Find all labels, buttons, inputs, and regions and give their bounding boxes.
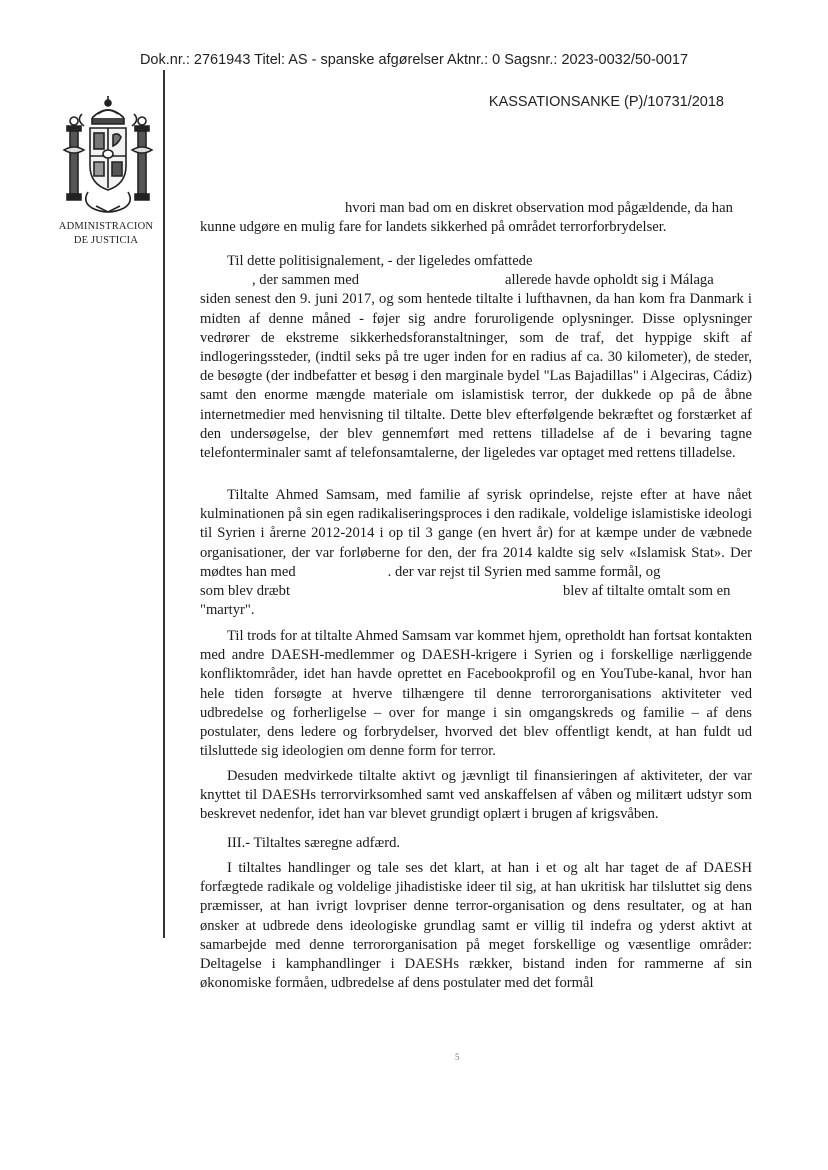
margin-divider [163, 70, 165, 938]
paragraph-1-line-2: kunne udgøre en mulig fare for landets sikkerhed på området terrorforbrydelser. [200, 219, 667, 236]
paragraph-1 [200, 199, 752, 237]
paragraph-3-seg-d: "martyr". [200, 602, 255, 619]
paragraph-2-seg-b: allerede havde opholdt sig i Málaga [505, 272, 714, 289]
administration-label [54, 220, 158, 248]
paragraph-2-line-1: Til dette politisignalement, - der ligeledes omfattede [227, 253, 533, 269]
paragraph-5: Desuden medvirkede tiltalte aktivt og jævnligt til finansieringen af aktiviteter, der var knyttet til DAESHs terrorvirksomhed samt ved anskaffelsen af våben og militært udstyr som beskrevet nedenfor, idet han var blevet grundigt oplært i brugen af krigsvåben. [200, 768, 752, 823]
paragraph-4: Til trods for at tiltalte Ahmed Samsam var kommet hjem, opretholdt han fortsat kontakten med andre DAESH-medlemmer og DAESH-krigere i Syrien og i forskellige nærliggende konfliktområder, idet han havde oprettet en Facebookprofil og en YouTube-kanal, hvor han hele tiden forsøgte at hverve tilhængere til denne terrororganisations aktiviteter ved udbredelse og forherligelse – over for mange i sin omgangskreds og familie – af dens postulater, dens ledere og forbrydelser, hvorved det blev offentligt kendt, at han fuldt ud tilsluttede sig ideologien om denne form for terror. [200, 628, 752, 760]
document-header: Dok.nr.: 2761943 Titel: AS - spanske afgørelser Aktnr.: 0 Sagsnr.: 2023-0032/50-0017 [139, 52, 689, 68]
paragraph-3-seg-a: . der var rejst til Syrien med samme formål, og [387, 563, 661, 580]
spanish-coat-of-arms-icon [62, 92, 154, 220]
admin-label-line2: DE JUSTICIA [73, 235, 139, 246]
paragraph-1-line-1: hvori man bad om en diskret observation mod pågældende, da han [345, 200, 733, 216]
paragraph-3-seg-c: blev af tiltalte omtalt som en [563, 583, 731, 600]
paragraph-6: I tiltaltes handlinger og tale ses det klart, at han i et og alt har taget de af DAESH forfægtede radikale og voldelige jihadistiske ideer til sig, at han ukritisk har tilsluttet sig dens præmisser, at han ivrigt lovpriser denne terror-organisation og dens resultater, og at han ønsker at udbrede dens ideologiske grundlag samt er villig til indefra og yderst aktivt at samarbejde med denne terrororganisation på meget forskellige og væsentlige områder: Deltagelse i kamphandlinger i DAESHs rækker, bistand inden for rammerne af sin økonomiske formåen, udbredelse af dens postulater med det formål [200, 860, 752, 992]
paragraph-2 [200, 252, 752, 463]
admin-label-line1: ADMINISTRACION [58, 221, 154, 232]
page-mark: 5 [455, 1052, 460, 1062]
paragraph-2-rest: siden senest den 9. juni 2017, og som hentede tiltalte i lufthavnen, da han kom fra Danmark i midten af denne måned - føjer sig andre foruroligende oplysninger. Disse oplysninger vedrører de ekstreme sikkerhedsforanstaltninger, som de traf, det hyppige skift af indlogeringssteder, (indtil seks på tre uger inden for en radius af ca. 30 kilometer), de steder, de besøgte (der indbefatter et besøg i den marginale bydel "Las Bajadillas" i Algeciras, Cádiz) samt den enorme mængde materiale om islamistisk terror, der dukkede op på de åbne internetmedier med henvisning til tiltalte. Dette blev efterfølgende bekræftet og forstærket af den undersøgelse, der blev gennemført med rettens tilladelse af de i bevaring tagne telefonterminaler samt af telefonsamtalerne, der ligeledes var optaget med rettens tilladelse. [200, 291, 752, 462]
case-number: KASSATIONSANKE (P)/10731/2018 [488, 94, 724, 110]
paragraph-2-seg-a: , der sammen med [252, 272, 359, 289]
section-heading: III.- Tiltaltes særegne adfærd. [227, 835, 401, 851]
paragraph-3 [200, 486, 752, 620]
paragraph-3-seg-b: som blev dræbt [200, 583, 290, 600]
paragraph-3-main: Tiltalte Ahmed Samsam, med familie af syrisk oprindelse, rejste efter at have nået kulminationen på sin egen radikaliseringsproces i den radikale, voldelige islamistiske ideologi til Syrien i årerne 2012-2014 i op til 3 gange (en hvert år) for at kæmpe under de væbnede organisationer, der var forløberne for den, der fra 2014 kaldte sig selv «Islamisk Stat». Der mødtes han med [200, 487, 752, 580]
paragraph-2-line-2 [200, 271, 752, 290]
